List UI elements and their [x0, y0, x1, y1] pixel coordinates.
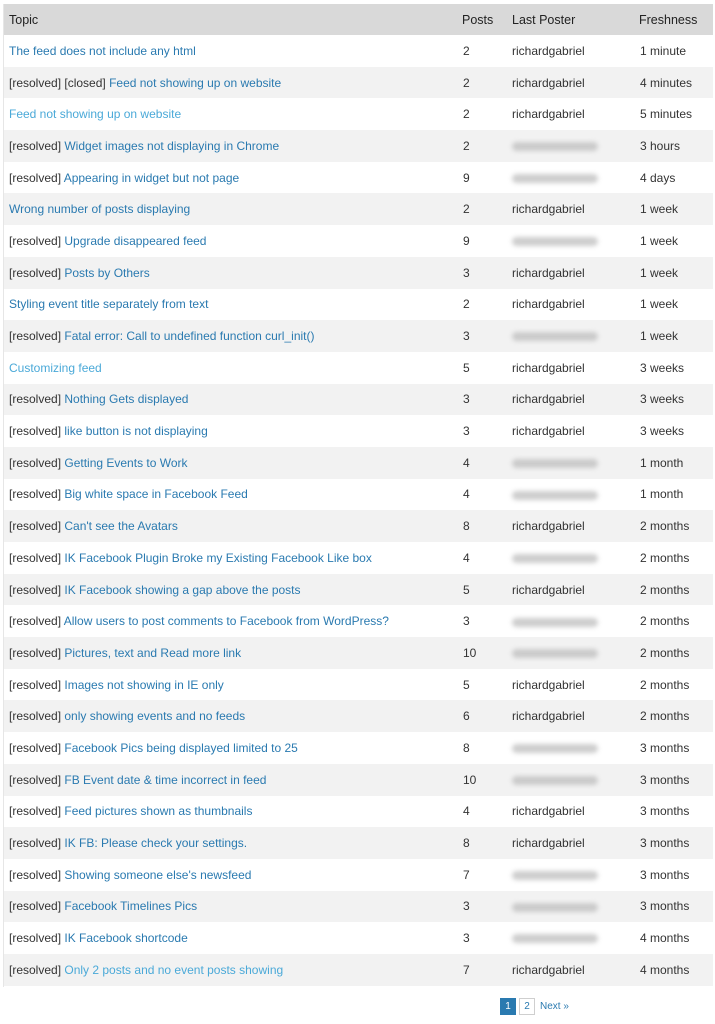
last-poster-blurred — [505, 320, 633, 352]
last-poster: richardgabriel — [512, 43, 585, 58]
table-row — [4, 193, 713, 225]
table-row — [4, 447, 713, 479]
table-row — [4, 700, 713, 732]
last-poster-blurred — [505, 162, 633, 194]
post-count: 6 — [463, 709, 470, 724]
redacted-username — [512, 491, 598, 500]
topic-title-link[interactable]: Images not showing in IE only — [64, 677, 224, 692]
table-row — [4, 891, 713, 923]
topic-cell — [4, 415, 455, 447]
last-poster-blurred — [505, 130, 633, 162]
redacted-username — [512, 332, 598, 341]
freshness: 4 months — [640, 962, 690, 977]
topic-status-prefix: [resolved] — [9, 962, 65, 977]
topic-title-link[interactable]: Big white space in Facebook Feed — [64, 487, 248, 502]
table-row — [4, 637, 713, 669]
topic-cell — [4, 289, 455, 321]
post-count: 2 — [463, 107, 470, 122]
table-row — [4, 510, 713, 542]
post-count: 2 — [463, 75, 470, 90]
topic-cell — [4, 257, 455, 289]
last-poster: richardgabriel — [512, 836, 585, 851]
next-page-link[interactable]: Next » — [540, 1001, 569, 1012]
table-row — [4, 827, 713, 859]
topic-cell — [4, 67, 455, 99]
freshness: 1 week — [640, 265, 679, 280]
topic-cell — [4, 130, 455, 162]
redacted-username — [512, 744, 598, 753]
freshness: 1 month — [640, 487, 684, 502]
topic-status-prefix: [resolved] — [9, 487, 65, 502]
freshness: 1 week — [640, 297, 679, 312]
topic-title-link[interactable]: Feed not showing up on website — [9, 107, 182, 122]
topic-cell — [4, 859, 455, 891]
last-poster: richardgabriel — [512, 519, 585, 534]
table-body — [4, 35, 713, 986]
freshness: 4 days — [640, 170, 676, 185]
last-poster-blurred — [505, 605, 633, 637]
topic-status-prefix: [resolved] — [9, 709, 65, 724]
pagination — [500, 998, 569, 1015]
post-count: 5 — [463, 677, 470, 692]
topic-cell — [4, 700, 455, 732]
topic-title-link[interactable]: Wrong number of posts displaying — [9, 202, 191, 217]
table-row — [4, 320, 713, 352]
post-count: 3 — [463, 614, 470, 629]
last-poster-blurred — [505, 542, 633, 574]
freshness: 3 weeks — [640, 424, 685, 439]
topics-table — [4, 4, 713, 986]
table-row — [4, 257, 713, 289]
topic-status-prefix: [resolved] [closed] — [9, 75, 110, 90]
topic-status-prefix: [resolved] — [9, 772, 65, 787]
last-poster: richardgabriel — [512, 709, 585, 724]
last-poster-blurred — [505, 859, 633, 891]
post-count: 2 — [463, 138, 470, 153]
freshness: 3 weeks — [640, 392, 685, 407]
topic-title-link[interactable]: Allow users to post comments to Facebook from WordPress? — [63, 614, 389, 629]
last-poster-blurred — [505, 764, 633, 796]
topic-cell — [4, 764, 455, 796]
post-count: 4 — [463, 550, 470, 565]
topic-status-prefix: [resolved] — [9, 519, 65, 534]
last-poster: richardgabriel — [512, 202, 585, 217]
table-row — [4, 225, 713, 257]
last-poster: richardgabriel — [512, 677, 585, 692]
freshness: 3 hours — [640, 138, 681, 153]
topic-title-link[interactable]: Facebook Timelines Pics — [64, 899, 198, 914]
freshness: 3 weeks — [640, 360, 685, 375]
topic-status-prefix: [resolved] — [9, 804, 65, 819]
post-count: 3 — [463, 329, 470, 344]
freshness: 2 months — [640, 677, 690, 692]
freshness: 1 week — [640, 202, 679, 217]
topic-title-link[interactable]: Customizing feed — [9, 360, 102, 375]
redacted-username — [512, 871, 598, 880]
post-count: 3 — [463, 931, 470, 946]
table-row — [4, 67, 713, 99]
redacted-username — [512, 903, 598, 912]
redacted-username — [512, 776, 598, 785]
post-count: 8 — [463, 836, 470, 851]
topic-title-link[interactable]: Feed not showing up on website — [109, 75, 282, 90]
last-poster-blurred — [505, 447, 633, 479]
topic-cell — [4, 954, 455, 986]
freshness: 4 months — [640, 931, 690, 946]
last-poster: richardgabriel — [512, 392, 585, 407]
topic-cell — [4, 574, 455, 606]
freshness: 2 months — [640, 709, 690, 724]
topic-title-link[interactable]: IK Facebook Plugin Broke my Existing Facebook Like box — [64, 550, 372, 565]
topic-cell — [4, 479, 455, 511]
topic-status-prefix: [resolved] — [9, 424, 65, 439]
topic-cell — [4, 162, 455, 194]
table-row — [4, 289, 713, 321]
topic-title-link[interactable]: Only 2 posts and no event posts showing — [64, 962, 284, 977]
topic-cell — [4, 891, 455, 923]
last-poster: richardgabriel — [512, 75, 585, 90]
last-poster: richardgabriel — [512, 107, 585, 122]
redacted-username — [512, 174, 598, 183]
topic-title-link[interactable]: Can't see the Avatars — [64, 519, 178, 534]
topic-title-link[interactable]: Appearing in widget but not page — [63, 170, 240, 185]
topic-title-link[interactable]: FB Event date & time incorrect in feed — [64, 772, 267, 787]
last-poster: richardgabriel — [512, 424, 585, 439]
post-count: 4 — [463, 487, 470, 502]
post-count: 9 — [463, 170, 470, 185]
post-count: 3 — [463, 265, 470, 280]
last-poster-blurred — [505, 479, 633, 511]
topic-status-prefix: [resolved] — [9, 233, 65, 248]
topic-cell — [4, 193, 455, 225]
topic-status-prefix: [resolved] — [9, 392, 65, 407]
last-poster: richardgabriel — [512, 804, 585, 819]
table-row — [4, 35, 713, 67]
topic-status-prefix: [resolved] — [9, 329, 65, 344]
topic-title-link[interactable]: Feed pictures shown as thumbnails — [64, 804, 253, 819]
topic-cell — [4, 35, 455, 67]
freshness: 3 months — [640, 804, 690, 819]
freshness: 2 months — [640, 645, 690, 660]
topic-title-link[interactable]: Widget images not displaying in Chrome — [64, 138, 280, 153]
table-row — [4, 162, 713, 194]
topic-title-link[interactable]: IK Facebook shortcode — [64, 931, 188, 946]
topic-title-link[interactable]: The feed does not include any html — [9, 43, 196, 58]
table-header — [4, 4, 713, 35]
last-poster: richardgabriel — [512, 962, 585, 977]
topic-status-prefix: [resolved] — [9, 740, 65, 755]
topic-title-link[interactable]: Showing someone else's newsfeed — [64, 867, 252, 882]
table-row — [4, 479, 713, 511]
freshness: 2 months — [640, 582, 690, 597]
last-poster-blurred — [505, 225, 633, 257]
freshness: 3 months — [640, 772, 690, 787]
post-count: 7 — [463, 867, 470, 882]
last-poster-blurred — [505, 732, 633, 764]
column-header-posts: Posts — [462, 12, 494, 27]
topic-title-link[interactable]: Fatal error: Call to undefined function curl_init() — [64, 329, 315, 344]
freshness: 2 months — [640, 519, 690, 534]
freshness: 3 months — [640, 867, 690, 882]
table-row — [4, 732, 713, 764]
topic-cell — [4, 352, 455, 384]
post-count: 7 — [463, 962, 470, 977]
table-row — [4, 384, 713, 416]
last-poster-blurred — [505, 891, 633, 923]
table-row — [4, 415, 713, 447]
table-row — [4, 574, 713, 606]
post-count: 2 — [463, 43, 470, 58]
last-poster-blurred — [505, 922, 633, 954]
post-count: 3 — [463, 392, 470, 407]
post-count: 3 — [463, 899, 470, 914]
freshness: 2 months — [640, 614, 690, 629]
topic-cell — [4, 320, 455, 352]
table-row — [4, 605, 713, 637]
post-count: 2 — [463, 202, 470, 217]
topic-title-link[interactable]: Posts by Others — [64, 265, 150, 280]
page-2-link[interactable]: 2 — [519, 998, 535, 1015]
topic-title-link[interactable]: like button is not displaying — [64, 424, 208, 439]
redacted-username — [512, 459, 598, 468]
topic-status-prefix: [resolved] — [9, 677, 65, 692]
freshness: 3 months — [640, 740, 690, 755]
topic-cell — [4, 384, 455, 416]
header-row — [4, 4, 713, 35]
table-row — [4, 922, 713, 954]
topic-status-prefix: [resolved] — [9, 265, 65, 280]
post-count: 4 — [463, 455, 470, 470]
freshness: 4 minutes — [640, 75, 693, 90]
post-count: 8 — [463, 519, 470, 534]
topic-cell — [4, 922, 455, 954]
topic-status-prefix: [resolved] — [9, 614, 64, 629]
column-header-last-poster: Last Poster — [512, 12, 576, 27]
post-count: 10 — [463, 772, 477, 787]
topic-title-link[interactable]: Nothing Gets displayed — [64, 392, 189, 407]
topic-cell — [4, 510, 455, 542]
table-row — [4, 352, 713, 384]
redacted-username — [512, 142, 598, 151]
column-header-topic: Topic — [9, 12, 39, 27]
topic-status-prefix: [resolved] — [9, 550, 65, 565]
topic-cell — [4, 669, 455, 701]
topic-status-prefix: [resolved] — [9, 836, 65, 851]
post-count: 9 — [463, 233, 470, 248]
table-row — [4, 954, 713, 986]
page-1-current: 1 — [500, 998, 516, 1015]
table-row — [4, 130, 713, 162]
redacted-username — [512, 554, 598, 563]
topic-cell — [4, 605, 455, 637]
redacted-username — [512, 934, 598, 943]
post-count: 4 — [463, 804, 470, 819]
topic-cell — [4, 796, 455, 828]
topic-status-prefix: [resolved] — [9, 931, 65, 946]
last-poster: richardgabriel — [512, 360, 585, 375]
topic-status-prefix: [resolved] — [9, 582, 65, 597]
redacted-username — [512, 618, 598, 627]
topic-title-link[interactable]: only showing events and no feeds — [64, 709, 246, 724]
topic-cell — [4, 447, 455, 479]
topic-title-link[interactable]: IK Facebook showing a gap above the posts — [64, 582, 301, 597]
topic-title-link[interactable]: Styling event title separately from text — [9, 297, 209, 312]
topic-title-link[interactable]: Upgrade disappeared feed — [64, 233, 207, 248]
table-row — [4, 796, 713, 828]
topic-title-link[interactable]: Facebook Pics being displayed limited to 25 — [64, 740, 298, 755]
topic-title-link[interactable]: Getting Events to Work — [64, 455, 188, 470]
redacted-username — [512, 649, 598, 658]
table-row — [4, 764, 713, 796]
last-poster: richardgabriel — [512, 582, 585, 597]
topic-status-prefix: [resolved] — [9, 138, 65, 153]
freshness: 2 months — [640, 550, 690, 565]
table-row — [4, 98, 713, 130]
freshness: 1 week — [640, 233, 679, 248]
post-count: 2 — [463, 297, 470, 312]
post-count: 5 — [463, 582, 470, 597]
last-poster: richardgabriel — [512, 265, 585, 280]
table-row — [4, 542, 713, 574]
topic-status-prefix: [resolved] — [9, 170, 64, 185]
topic-status-prefix: [resolved] — [9, 899, 65, 914]
last-poster: richardgabriel — [512, 297, 585, 312]
freshness: 3 months — [640, 836, 690, 851]
table-row — [4, 669, 713, 701]
freshness: 1 week — [640, 329, 679, 344]
column-header-freshness: Freshness — [639, 12, 698, 27]
freshness: 5 minutes — [640, 107, 693, 122]
topic-cell — [4, 542, 455, 574]
topic-title-link[interactable]: IK FB: Please check your settings. — [64, 836, 248, 851]
topic-cell — [4, 827, 455, 859]
topic-cell — [4, 98, 455, 130]
topic-cell — [4, 225, 455, 257]
topic-status-prefix: [resolved] — [9, 867, 65, 882]
topic-title-link[interactable]: Pictures, text and Read more link — [64, 645, 242, 660]
post-count: 10 — [463, 645, 477, 660]
freshness: 1 minute — [640, 43, 687, 58]
freshness: 3 months — [640, 899, 690, 914]
topic-status-prefix: [resolved] — [9, 455, 65, 470]
last-poster-blurred — [505, 637, 633, 669]
redacted-username — [512, 237, 598, 246]
topic-status-prefix: [resolved] — [9, 645, 65, 660]
topic-cell — [4, 732, 455, 764]
topic-cell — [4, 637, 455, 669]
post-count: 3 — [463, 424, 470, 439]
freshness: 1 month — [640, 455, 684, 470]
post-count: 8 — [463, 740, 470, 755]
post-count: 5 — [463, 360, 470, 375]
table-row — [4, 859, 713, 891]
